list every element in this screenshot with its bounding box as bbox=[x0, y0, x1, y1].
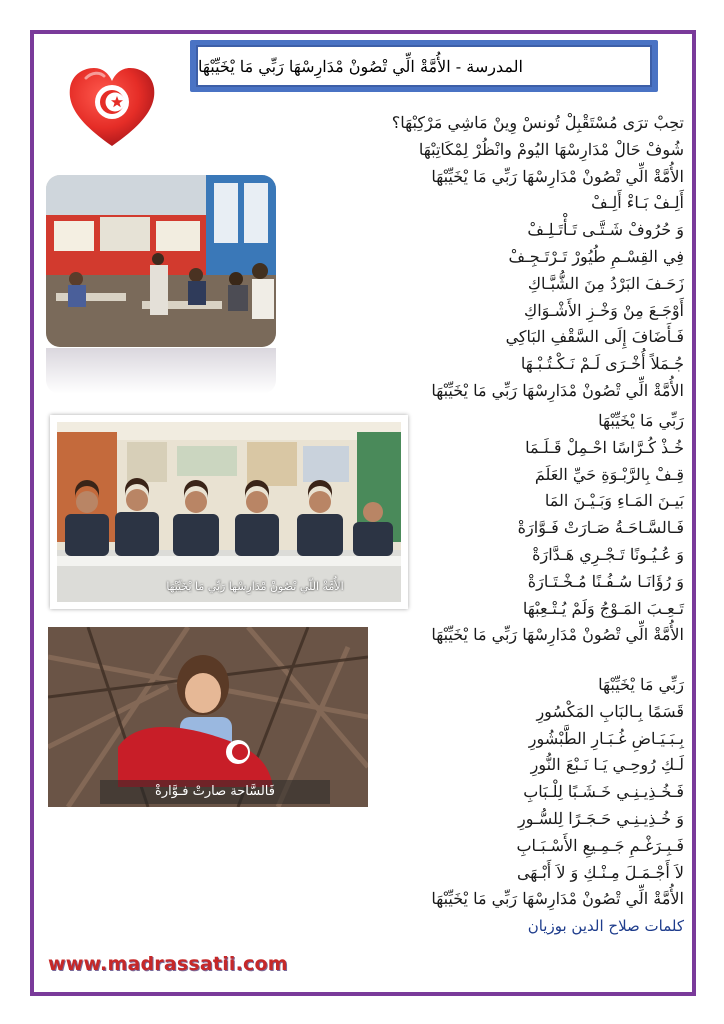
poem-line: لاَ أَجْـمَـلَ مِـنْـكِ وَ لاَ أَبْـهَى bbox=[516, 862, 684, 882]
poem-line: وَ حُرُوفْ شَـتَّـى تَـأْتَـلِـفْ bbox=[527, 220, 684, 240]
poem-line: فَـبِـرَغْـمِ جَـمِـيعِ الأَسْـبَـابِ bbox=[516, 835, 684, 855]
poem-line: فِي القِسْـمِ طُيُورْ تَـرْتَـجِـفْ bbox=[508, 246, 684, 266]
poem-line: وَ عُـيُـونًا تَـجْـرِي هَـدَّارَةْ bbox=[532, 544, 684, 564]
poem-author: كلمات صلاح الدين بوزيان bbox=[527, 917, 684, 936]
poem-line: زَحَـفَ البَرْدُ مِنَ الشُّبَّـاكِ bbox=[527, 273, 684, 293]
poem-line: بَيـنَ المَـاءِ وَبَـيْـنَ المَا bbox=[544, 491, 684, 511]
poem-line: وَ رُؤَانَـا سُـفُـنًا مُـخْـتَـارَةْ bbox=[527, 571, 684, 591]
classroom-photo-reflection bbox=[46, 348, 276, 394]
poem-line: خُـذْ كُـرَّاسًا احْـمِلْ قَـلَـمَا bbox=[525, 437, 684, 457]
website-link[interactable]: www.madrassatii.com bbox=[48, 953, 288, 975]
poem-stanza-2 bbox=[431, 408, 684, 649]
poem-line: قَسَمًا بِـالبَابِ المَكْسُورِ bbox=[536, 701, 684, 721]
poem-stanza-3 bbox=[431, 672, 684, 940]
students-photo bbox=[57, 422, 401, 602]
poem-stanza-1 bbox=[392, 110, 684, 405]
students-photo-caption: الأُمَّةْ اللّي تْصُونْ مْدَارِسْها رَبِّي مَا يْخَيِّبْهَا bbox=[166, 580, 344, 593]
page-title: المدرسة - الأُمَّةْ الِّي تْصُونْ مْدَارِسْهَا رَبِّي مَا يْخَيِّبْهَا bbox=[198, 56, 523, 76]
poem-line: رَبِّي مَا يْخَيِّبْهَا bbox=[598, 411, 684, 430]
poem-line: الأُمَّةْ الِّي تْصُونْ مْدَارِسْهَا رَبِّي مَا يْخَيِّبْهَا bbox=[431, 889, 684, 909]
poem-line: شُوفْ حَالْ مْدَارِسْهَا اليُومْ وانْظُرْ لِمْكَاتِبْهَا bbox=[418, 139, 684, 159]
poem-line: جُـمَلاً أُخْـرَى لَـمْ نَـكْـتُـبْـهَا bbox=[520, 354, 684, 374]
poem-line: فَـخُـذِيـنِـي خَـشَـبًا لِلْـبَابِ bbox=[523, 782, 684, 802]
poem-line: فَـالسَّـاحَـةُ صَـارَتْ فَـوَّارَةْ bbox=[517, 518, 684, 538]
poem-line: وَ خُـذِيـنِـي حَـجَـرًا لِلسُّـورِ bbox=[518, 808, 684, 828]
poem-line: الأُمَّةْ الِّي تْصُونْ مْدَارِسْهَا رَبِّي مَا يْخَيِّبْهَا bbox=[431, 380, 684, 400]
poem-line: قِـفْ بِالرَّبْـوَةِ حَيِّ العَلَمَ bbox=[534, 464, 684, 484]
title-banner bbox=[196, 45, 652, 87]
poem-line: فَـأَضَافَ إِلَى السَّقْفِ البَاكِي bbox=[505, 327, 684, 347]
poem-line: الأُمَّةْ الِّي تْصُونْ مْدَارِسْهَا رَبِّي مَا يْخَيِّبْهَا bbox=[431, 166, 684, 186]
poem-line: رَبِّي مَا يْخَيِّبْهَا bbox=[598, 675, 684, 694]
poem-line: أَلِـفْ بَـاءْ أَلِـفْ bbox=[591, 193, 684, 213]
classroom-photo bbox=[46, 175, 276, 347]
girl-photo-caption: فَالسَّاحة صارتْ فـوَّارةْ bbox=[100, 780, 330, 804]
tunisia-flag-heart-icon bbox=[66, 66, 158, 150]
poem-line: بِـبَـيَـاضِ غُـبَـارِ الطَّبْشُورِ bbox=[528, 728, 684, 748]
poem-line: أَوْجَـعَ مِنْ وَخْـزِ الأَشْـوَاكِ bbox=[524, 300, 684, 320]
poem-line: الأُمَّةْ الِّي تْصُونْ مْدَارِسْهَا رَبِّي مَا يْخَيِّبْهَا bbox=[431, 625, 684, 645]
poem-line: تَـعِـبَ المَـوْجُ وَلَمْ يُـتْـعِبْهَا bbox=[522, 598, 684, 618]
poem-line: تحِبْ ترَى مُسْتَقْبِلْ تُونسْ وِينْ مَاشِي مَرْكِبْهَا؟ bbox=[391, 113, 684, 132]
poem-line: لَـكِ رُوحِـي يَـا نَـبْعَ النُّورِ bbox=[530, 755, 684, 775]
